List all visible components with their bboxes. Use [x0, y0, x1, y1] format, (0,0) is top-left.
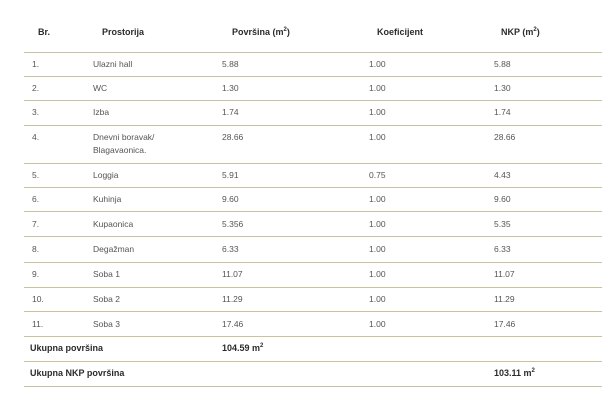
row-br: 11.	[32, 319, 44, 329]
row-rule	[24, 311, 602, 312]
row-prostorija: Soba 3	[93, 319, 120, 329]
row-nkp: 11.07	[494, 269, 515, 279]
row-nkp: 11.29	[494, 294, 515, 304]
header-nkp-text: NKP (m	[501, 27, 534, 37]
total-povrsina-label: Ukupna površina	[30, 343, 104, 353]
row-nkp: 28.66	[494, 132, 516, 142]
row-povrsina: 1.30	[222, 83, 239, 93]
row-prostorija: Kuhinja	[93, 194, 122, 204]
header-nkp	[501, 26, 540, 38]
row-br: 7.	[32, 219, 40, 229]
total-povrsina-sup: 2	[260, 343, 264, 349]
row-nkp: 5.88	[494, 59, 511, 69]
header-nkp-close: )	[536, 27, 540, 37]
total-nkp-sup: 2	[531, 368, 535, 374]
row-povrsina: 11.07	[222, 269, 243, 279]
row-br: 3.	[32, 107, 40, 117]
bottom-rule	[24, 386, 602, 387]
row-povrsina: 11.29	[222, 294, 243, 304]
row-koeficijent: 1.00	[369, 294, 386, 304]
header-povrsina-sup: 2	[283, 27, 287, 33]
row-rule	[24, 211, 602, 212]
header-nkp-sup: 2	[533, 27, 537, 33]
header-koeficijent: Koeficijent	[377, 27, 424, 37]
row-rule	[24, 336, 602, 337]
row-br: 5.	[32, 170, 40, 180]
header-prostorija: Prostorija	[102, 27, 145, 37]
row-br: 10.	[32, 294, 44, 304]
row-prostorija: Soba 1	[93, 269, 120, 279]
total-povrsina-value	[222, 342, 263, 354]
row-povrsina: 5.356	[222, 219, 244, 229]
row-koeficijent: 1.00	[369, 59, 386, 69]
row-koeficijent: 1.00	[369, 319, 386, 329]
row-povrsina: 28.66	[222, 132, 244, 142]
row-povrsina: 6.33	[222, 244, 239, 254]
row-prostorija: Loggia	[93, 170, 119, 180]
row-povrsina: 5.88	[222, 59, 239, 69]
header-povrsina-text: Površina (m	[232, 27, 284, 37]
row-rule	[24, 187, 602, 188]
row-br: 6.	[32, 194, 40, 204]
total-rule	[24, 361, 602, 362]
row-rule	[24, 125, 602, 126]
header-povrsina-close: )	[286, 27, 290, 37]
row-nkp: 1.30	[494, 83, 511, 93]
row-nkp: 4.43	[494, 170, 511, 180]
total-povrsina-value-text: 104.59 m	[222, 343, 261, 353]
row-povrsina: 9.60	[222, 194, 239, 204]
row-prostorija: Ulazni hall	[93, 59, 133, 69]
row-povrsina: 1.74	[222, 107, 239, 117]
row-nkp: 1.74	[494, 107, 511, 117]
row-koeficijent: 1.00	[369, 244, 386, 254]
row-nkp: 5.35	[494, 219, 511, 229]
row-koeficijent: 1.00	[369, 107, 386, 117]
header-rule	[24, 52, 602, 53]
row-nkp: 9.60	[494, 194, 511, 204]
row-koeficijent: 0.75	[369, 170, 386, 180]
row-povrsina: 17.46	[222, 319, 244, 329]
row-koeficijent: 1.00	[369, 83, 386, 93]
row-rule	[24, 262, 602, 263]
row-br: 1.	[32, 59, 40, 69]
row-prostorija: Soba 2	[93, 294, 120, 304]
total-nkp-value-text: 103.11 m	[494, 368, 532, 378]
row-prostorija: WC	[93, 83, 108, 93]
row-rule	[24, 100, 602, 101]
row-prostorija-line2: Blagavaonica.	[93, 145, 147, 155]
header-br: Br.	[38, 27, 51, 37]
total-nkp-label: Ukupna NKP površina	[30, 368, 125, 378]
total-nkp-value	[494, 367, 535, 379]
row-koeficijent: 1.00	[369, 132, 386, 142]
row-br: 2.	[32, 83, 40, 93]
row-prostorija: Kupaonica	[93, 219, 134, 229]
row-prostorija: Dnevni boravak/	[93, 132, 155, 142]
row-koeficijent: 1.00	[369, 269, 386, 279]
row-br: 4.	[32, 132, 40, 142]
row-nkp: 6.33	[494, 244, 511, 254]
row-koeficijent: 1.00	[369, 219, 386, 229]
row-koeficijent: 1.00	[369, 194, 386, 204]
row-prostorija: Degažman	[93, 244, 135, 254]
row-prostorija: Izba	[93, 107, 110, 117]
header-povrsina	[232, 26, 290, 38]
row-nkp: 17.46	[494, 319, 516, 329]
row-br: 9.	[32, 269, 40, 279]
row-rule	[24, 76, 602, 77]
row-rule	[24, 236, 602, 237]
row-br: 8.	[32, 244, 40, 254]
row-rule	[24, 163, 602, 164]
row-povrsina: 5.91	[222, 170, 239, 180]
row-rule	[24, 287, 602, 288]
